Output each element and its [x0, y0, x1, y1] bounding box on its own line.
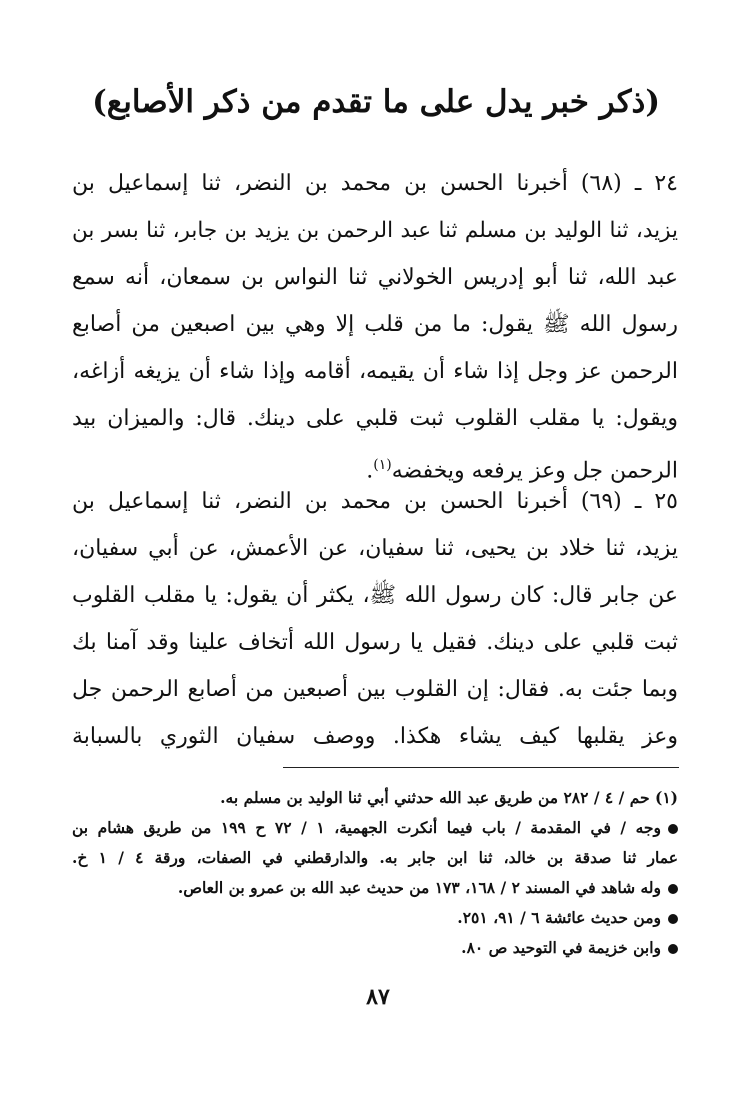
hadith-25: [72, 478, 678, 760]
footnote-ref[interactable]: (١): [373, 457, 392, 473]
text-fragment-end: .: [366, 458, 374, 484]
text-line: رسول الله ﷺ يقول: ما من قلب إلا وهي بين اصبعين من أصابع: [72, 312, 678, 337]
hadith-24: [72, 160, 678, 489]
text-line: الرحمن عز وجل إذا شاء أن يقيمه، أقامه وإذا شاء أن يزيغه أزاغه،: [72, 359, 678, 384]
page-number: ٨٧: [366, 984, 390, 1010]
footnote-line: (١) حم / ٤ / ٢٨٢ من طريق عبد الله حدثني أبي ثنا الوليد بن مسلم به.: [220, 788, 678, 807]
footnote-text: وابن خزيمة في التوحيد ص ٨٠.: [461, 938, 661, 957]
bullet-icon: [668, 944, 678, 954]
text-line: عبد الله، ثنا أبو إدريس الخولاني ثنا النواس بن سمعان، أنه سمع: [72, 265, 678, 290]
text-line: يزيد، ثنا الوليد بن مسلم ثنا عبد الرحمن بن يزيد بن جابر، ثنا بسر بن: [72, 218, 678, 243]
footnote-line: [72, 903, 678, 933]
footnote-divider: [283, 767, 679, 768]
footnote-line: [72, 813, 678, 843]
text-line: وبما جئت به. فقال: إن القلوب بين أصبعين من أصابع الرحمن جل: [72, 677, 678, 702]
footnote-text: وله شاهد في المسند ٢ / ١٦٨، ١٧٣ من حديث عبد الله بن عمرو بن العاص.: [177, 878, 661, 897]
section-heading: (ذكر خبر يدل على ما تقدم من ذكر الأصابع): [92, 84, 660, 120]
footnotes: [72, 783, 678, 963]
bullet-icon: [668, 884, 678, 894]
text-line: عن جابر قال: كان رسول الله ﷺ، يكثر أن يقول: يا مقلب القلوب: [72, 583, 678, 608]
footnote-text: وجه / في المقدمة / باب فيما أنكرت الجهمية، ١ / ٧٢ ح ١٩٩ من طريق هشام بن: [72, 818, 661, 837]
text-line: وعز يقلبها كيف يشاء هكذا. ووصف سفيان الثوري بالسبابة: [72, 724, 678, 749]
bullet-icon: [668, 824, 678, 834]
footnote-line: [72, 873, 678, 903]
text-line: يزيد، ثنا خلاد بن يحيى، ثنا سفيان، عن الأعمش، عن أبي سفيان،: [72, 536, 678, 561]
footnote-line: [72, 933, 678, 963]
text-fragment: الرحمن جل وعز يرفعه ويخفضه: [391, 458, 678, 484]
text-line: ويقول: يا مقلب القلوب ثبت قلبي على دينك. قال: والميزان بيد: [72, 406, 678, 431]
bullet-icon: [668, 914, 678, 924]
text-line: ٢٤ ـ (٦٨) أخبرنا الحسن بن محمد بن النضر، ثنا إسماعيل بن: [72, 171, 678, 196]
text-line: ٢٥ ـ (٦٩) أخبرنا الحسن بن محمد بن النضر، ثنا إسماعيل بن: [72, 489, 678, 514]
footnote-line: عمار ثنا صدقة بن خالد، ثنا ابن جابر به. والدارقطني في الصفات، ورقة ٤ / ١ خ.: [72, 848, 678, 867]
text-line: ثبت قلبي على دينك. فقيل يا رسول الله أتخاف علينا وقد آمنا بك: [72, 630, 678, 655]
footnote-text: ومن حديث عائشة ٦ / ٩١، ٢٥١.: [457, 908, 661, 927]
